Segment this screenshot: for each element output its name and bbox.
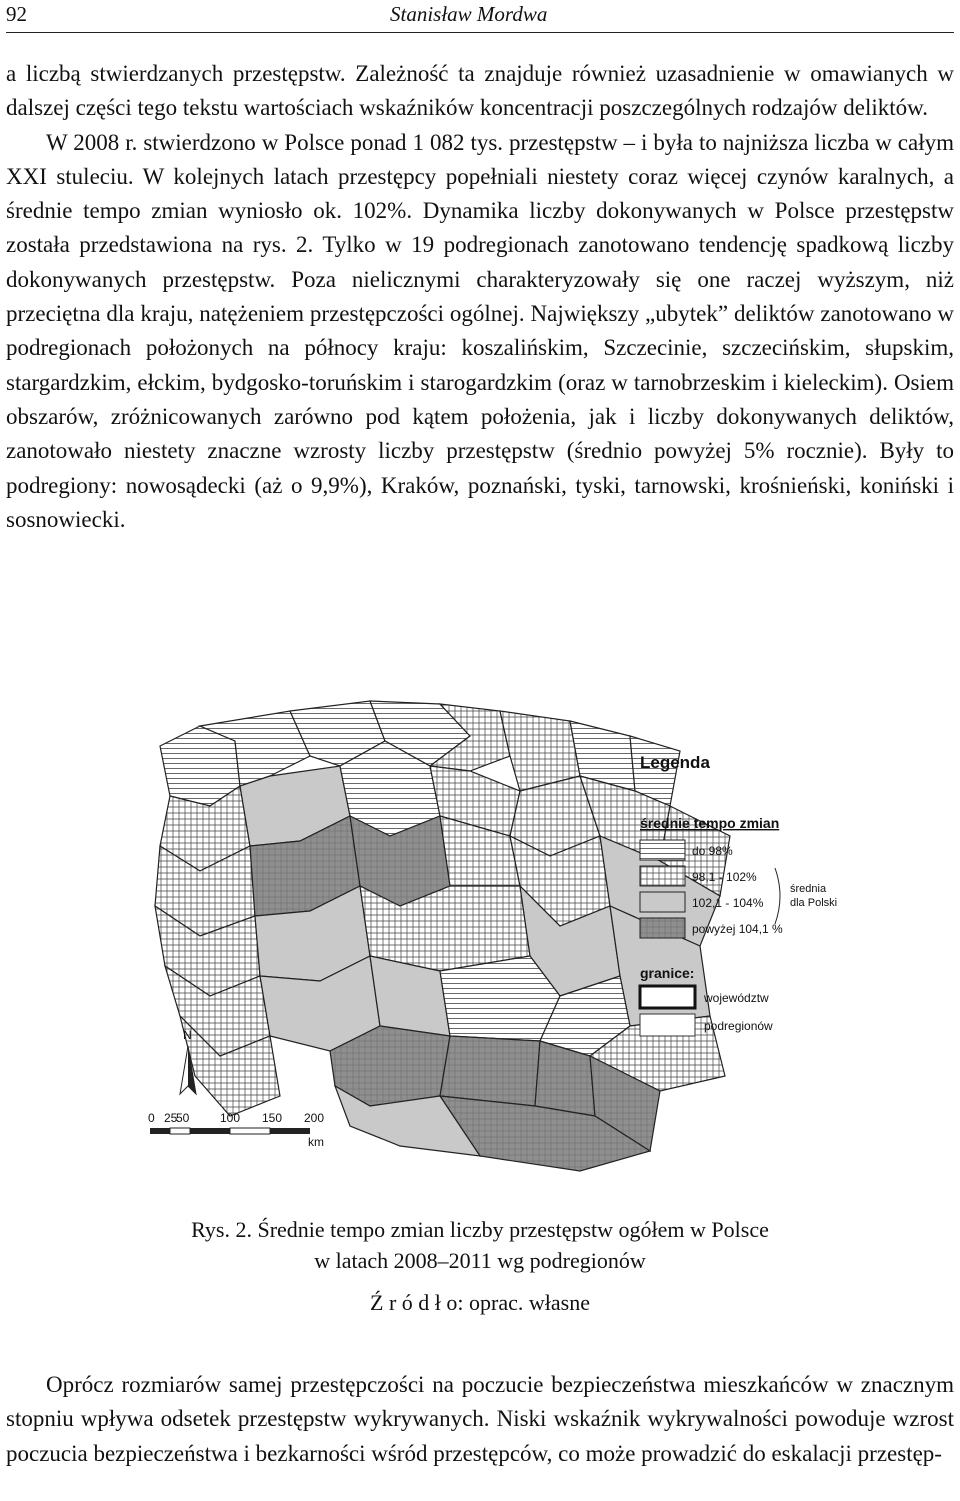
scale-tick-100: 100	[220, 1111, 241, 1125]
north-label: N	[183, 1028, 192, 1042]
legend-average-note	[790, 883, 837, 909]
scale-bar	[148, 1111, 324, 1149]
scale-tick-200: 200	[304, 1111, 325, 1125]
scale-seg-2	[170, 1128, 190, 1134]
legend-border-label-2: podregionów	[704, 1019, 773, 1033]
page-header	[0, 0, 960, 30]
legend-label-4: powyżej 104,1 %	[692, 922, 783, 936]
legend-average-note-line: dla Polski	[790, 897, 838, 909]
legend-label-3: 102,1 - 104%	[692, 896, 764, 910]
legend-swatch-2	[640, 866, 685, 886]
legend-border-label-1: województw	[704, 991, 769, 1005]
legend-subtitle: średnie tempo zmian	[640, 815, 780, 831]
legend-brace	[775, 868, 780, 924]
figure-source: Ź r ó d ł o: oprac. własne	[370, 1290, 590, 1315]
scale-seg-5	[270, 1128, 310, 1134]
scale-tick-0: 0	[148, 1111, 155, 1125]
legend-borders-title: granice:	[640, 965, 695, 981]
legend-swatch-3	[640, 892, 685, 912]
legend-swatch-1	[640, 840, 685, 860]
header-rule	[6, 32, 954, 33]
scale-tick-25: 25	[164, 1111, 178, 1125]
body-paragraph-2	[6, 1368, 954, 1471]
legend-border-swatch-2	[640, 1014, 695, 1036]
paragraph-1-continuation: a liczbą stwierdzanych przestępstw. Zależność ta znajduje również uzasadnienie w omawianych w dalszej części tego tekstu wartościach wskaźników koncentracji poszczególnych rodzajów deliktów.	[6, 61, 954, 121]
body-paragraph-1	[6, 57, 954, 537]
scale-tick-150: 150	[262, 1111, 283, 1125]
legend-title: Legenda	[640, 753, 710, 772]
page-number: 92	[6, 2, 27, 26]
running-title: Stanisław Mordwa	[390, 2, 548, 26]
scale-tick-50: 50	[176, 1111, 190, 1125]
legend-swatch-4	[640, 918, 685, 938]
scale-seg-1	[150, 1128, 170, 1134]
legend-border-swatch-1	[640, 986, 695, 1008]
legend-label-1: do 98%	[692, 844, 733, 858]
figure-caption-line-2: w latach 2008–2011 wg podregionów	[314, 1248, 646, 1273]
legend-label-2: 98,1 - 102%	[692, 870, 757, 884]
scale-seg-4	[230, 1128, 270, 1134]
paragraph-1-main: W 2008 r. stwierdzono w Polsce ponad 1 082 tys. przestępstw – i była to najniższa liczba w całym XXI stuleciu. W kolejnych latach przestępcy popełniali niestety coraz więcej czynów karalnych, a średnie tempo zmian wyniosło ok. 102%. Dynamika liczby dokonywanych w Polsce przestępstw została przedstawiona na rys. 2. Tylko w 19 podregionach zanotowano tendencję spadkową liczby dokonywanych przestępstw. Poza nielicznymi charakteryzowały się one raczej wyższym, niż przeciętna dla kraju, natężeniem przestępczości ogólnej. Największy „ubytek” deliktów zanotowano w podregionach położonych na północy kraju: koszalińskim, Szczecinie, szczecińskim, słupskim, stargardzkim, ełckim, bydgosko-toruńskim i starogardzkim (oraz w tarnobrzeskim i kieleckim). Osiem obszarów, zróżnicowanych zarówno pod kątem położenia, jak i liczby dokonywanych deliktów, zanotowało niestety znaczne wzrosty liczby przestępstw (średnio powyżej 5% rocznie). Były to podregiony: nowosądecki (aż o 9,9%), Kraków, poznański, tyski, tarnowski, krośnieński, koniński i sosnowiecki.	[6, 129, 954, 532]
scale-unit: km	[308, 1135, 324, 1149]
figure-map	[140, 696, 838, 1206]
region-lodz	[360, 886, 530, 971]
legend-average-note-line: średnia	[790, 883, 827, 895]
figure-caption-line-1: Rys. 2. Średnie tempo zmian liczby przestępstw ogółem w Polsce	[191, 1217, 769, 1242]
scale-seg-3	[190, 1128, 230, 1134]
paragraph-2-text: Oprócz rozmiarów samej przestępczości na poczucie bezpieczeństwa mieszkańców w znacznym stopniu wpływa odsetek przestępstw wykrywanych. Niski wskaźnik wykrywalności powoduje wzrost poczucia bezpieczeństwa i bezkarności wśród przestępców, co może prowadzić do eskalacji przestęp-	[6, 1372, 954, 1466]
poland-subregion-map	[140, 696, 838, 1206]
region-krakow	[440, 1036, 540, 1106]
